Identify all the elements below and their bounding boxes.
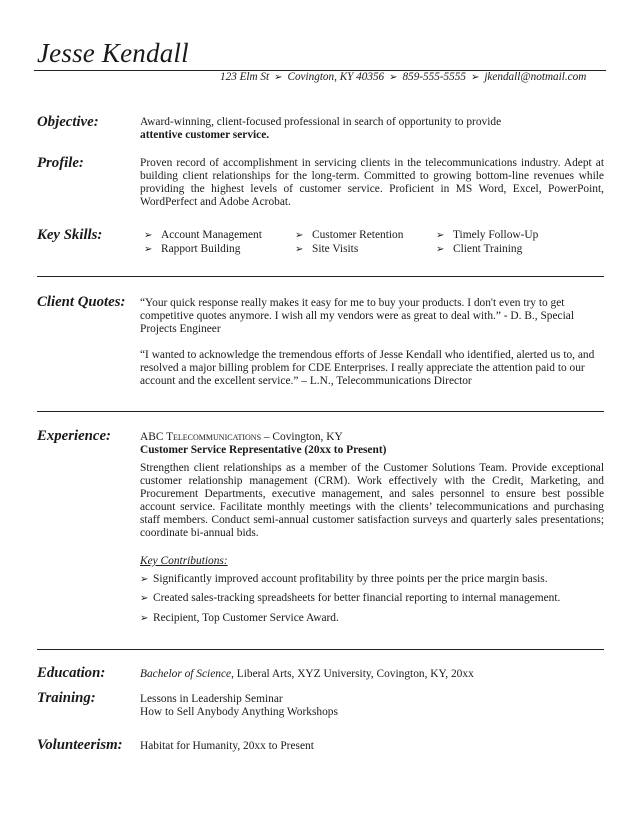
client-quote-1: “Your quick response really makes it easy for me to buy your products. I don't even try to get competitive quotes anymore. I wish all my vendors were as great to deal with.” - D. B., Special Projects Engineer	[140, 297, 574, 335]
arrow-bullet-icon: ➢	[470, 72, 480, 83]
objective-line-1: Award-winning, client-focused professional in search of opportunity to provide	[140, 116, 502, 128]
job-description: Strengthen client relationships as a member of the Customer Solutions Team. Provide exceptional customer relationship management (CRM). Work effectively with the Credit, Marketing, and Procurement Departments, executive management, and sales personnel to ensure best possible account service. Facilitate monthly meetings with the clients’ telecommunications and purchasing staff members. Conduct semi-annual customer satisfaction surveys and quarterly sales presentations; coordinate bi-annual bids.	[140, 462, 604, 539]
employer-name: ABC Telecommunications	[140, 431, 262, 443]
training-item: How to Sell Anybody Anything Workshops	[140, 705, 338, 718]
arrow-bullet-icon: ➢	[140, 574, 149, 585]
experience-heading: Experience:	[37, 428, 111, 444]
degree: Bachelor of Science	[140, 668, 232, 680]
arrow-bullet-icon: ➢	[436, 243, 445, 255]
key-contributions-list	[140, 573, 604, 631]
experience-header	[140, 431, 604, 457]
arrow-bullet-icon: ➢	[295, 243, 304, 255]
contribution-item: ➢ Significantly improved account profitability by three points per the price margin basis.	[140, 573, 548, 585]
training-list	[140, 693, 604, 719]
education-heading: Education:	[37, 665, 106, 681]
profile-text: Proven record of accomplishment in servicing clients in the telecommunications industry. Adept at building client relationships for the long-term. Committed to growing bottom-line revenues while providing the highest levels of customer service. Proficient in MS Word, Excel, PowerPoint, WordPerfect and Adobe Acrobat.	[140, 157, 604, 208]
skill-item: ➢ Site Visits	[295, 242, 359, 255]
candidate-name: Jesse Kendall	[37, 38, 189, 68]
contact-line	[220, 70, 604, 85]
volunteerism-text: Habitat for Humanity, 20xx to Present	[140, 740, 314, 752]
skill-item: ➢ Client Training	[436, 242, 523, 255]
contact-street: 123 Elm St	[220, 71, 270, 83]
section-divider	[37, 649, 604, 650]
skills-column-2	[295, 229, 403, 257]
arrow-bullet-icon: ➢	[436, 230, 445, 241]
key-skills-heading: Key Skills:	[37, 227, 103, 243]
employer-location: – Covington, KY	[261, 431, 343, 443]
arrow-bullet-icon: ➢	[140, 593, 149, 605]
profile-heading: Profile:	[37, 155, 84, 171]
section-divider	[37, 276, 604, 277]
skill-item: ➢ Timely Follow-Up	[436, 229, 539, 241]
training-heading: Training:	[37, 690, 96, 706]
arrow-bullet-icon: ➢	[389, 72, 398, 83]
contact-city: Covington, KY 40356	[287, 71, 385, 83]
arrow-bullet-icon: ➢	[295, 230, 304, 241]
objective-line-2: attentive customer service.	[140, 128, 270, 141]
key-contributions-label: Key Contributions:	[140, 555, 228, 567]
skill-item: ➢ Account Management	[144, 229, 262, 241]
client-quotes-heading: Client Quotes:	[37, 294, 126, 310]
arrow-bullet-icon: ➢	[274, 72, 283, 83]
contact-email: jkendall@notmail.com	[484, 71, 587, 83]
education-text	[140, 668, 604, 681]
contact-phone: 859-555-5555	[402, 71, 466, 83]
employer-line	[140, 431, 604, 444]
client-quote-2: “I wanted to acknowledge the tremendous efforts of Jesse Kendall who identified, alerted us to, and resolved a major billing problem for CDE Enterprises. I really appreciate the attention paid to our account and the excellent service.” – L.N., Telecommunications Director	[140, 349, 595, 387]
contribution-item: ➢ Recipient, Top Customer Service Award.	[140, 611, 339, 624]
objective-heading: Objective:	[37, 114, 99, 130]
arrow-bullet-icon: ➢	[140, 612, 149, 624]
training-item: Lessons in Leadership Seminar	[140, 693, 283, 705]
contribution-item: ➢ Created sales-tracking spreadsheets for better financial reporting to internal management.	[140, 592, 561, 605]
education-details: , Liberal Arts, XYZ University, Covington, KY, 20xx	[231, 668, 474, 680]
skill-item: ➢ Customer Retention	[295, 229, 404, 241]
job-title: Customer Service Representative (20xx to Present)	[140, 443, 387, 456]
volunteerism-heading: Volunteerism:	[37, 737, 123, 753]
arrow-bullet-icon: ➢	[144, 230, 153, 241]
skill-item: ➢ Rapport Building	[144, 242, 241, 255]
skills-column-3	[436, 229, 538, 257]
section-divider	[37, 411, 604, 412]
skills-column-1	[144, 229, 262, 257]
arrow-bullet-icon: ➢	[144, 243, 153, 255]
objective-text	[140, 116, 604, 142]
